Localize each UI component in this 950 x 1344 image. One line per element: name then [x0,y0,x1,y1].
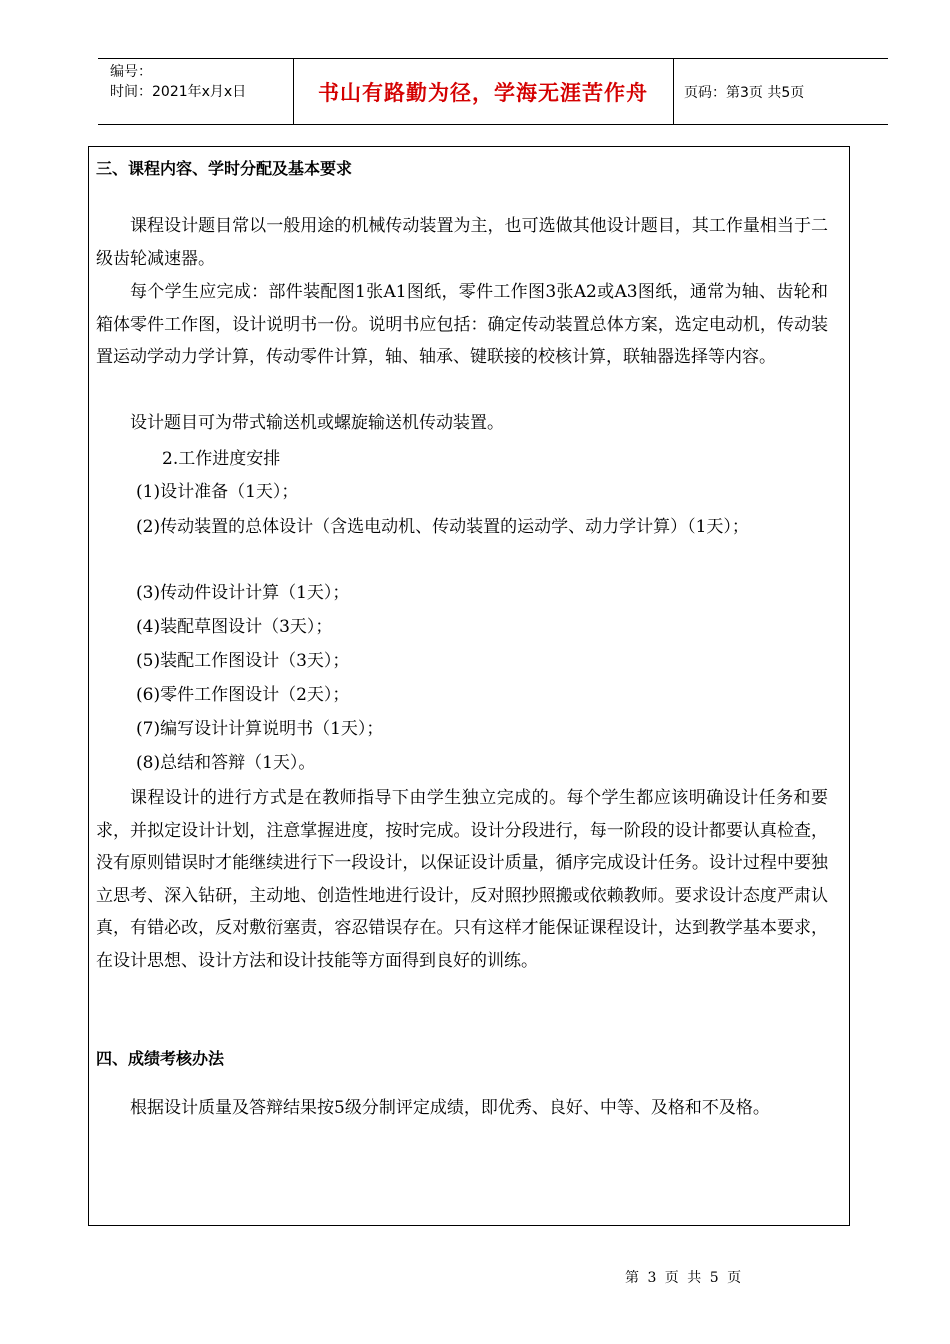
page-footer: 第 3 页 共 5 页 [625,1270,744,1286]
schedule-subhead: 2.工作进度安排 [162,449,281,469]
header-time-label: 时间：2021年x月x日 [110,84,247,100]
schedule-item-1: (1)设计准备（1天）； [136,482,299,502]
schedule-item-8: (8)总结和答辩（1天）。 [136,753,316,773]
page-header [98,58,888,126]
schedule-item-4: (4)装配草图设计（3天）； [136,617,333,637]
section4-title: 四、成绩考核办法 [96,1049,225,1068]
schedule-item-5: (5)装配工作图设计（3天）； [136,651,350,671]
schedule-item-6: (6)零件工作图设计（2天）； [136,685,350,705]
section4-para1: 根据设计质量及答辩结果按5级分制评定成绩，即优秀、良好、中等、及格和不及格。 [130,1098,770,1118]
schedule-item-2: (2)传动装置的总体设计（含选电动机、传动装置的运动学、动力学计算）（1天）； [136,517,749,537]
section3-para2: 每个学生应完成：部件装配图1张A1图纸，零件工作图3张A2或A3图纸，通常为轴、齿轮和箱体零件工作图，设计说明书一份。说明书应包括：确定传动装置总体方案，选定电动机，传动装置运动学动力学计算，传动零件计算，轴、轴承、键联接的校核计算，联轴器选择等内容。 [96,282,828,367]
section3-title: 三、课程内容、学时分配及基本要求 [96,159,353,178]
header-motto: 书山有路勤为径，学海无涯苦作舟 [318,80,648,105]
section3-para4: 课程设计的进行方式是在教师指导下由学生独立完成的。每个学生都应该明确设计任务和要求，并拟定设计计划，注意掌握进度，按时完成。设计分段进行，每一阶段的设计都要认真检查，没有原则错误时才能继续进行下一段设计，以保证设计质量，循序完成设计任务。设计过程中要独立思考、深入钻研，主动地、创造性地进行设计，反对照抄照搬或依赖教师。要求设计态度严肃认真，有错必改，反对敷衍塞责，容忍错误存在。只有这样才能保证课程设计，达到教学基本要求，在设计思想、设计方法和设计技能等方面得到良好的训练。 [96,788,828,971]
header-meta [110,62,246,102]
header-number-label: 编号： [110,64,152,80]
header-page-label: 页码：第3页 共5页 [684,85,805,101]
schedule-item-7: (7)编写设计计算说明书（1天）； [136,719,384,739]
section3-para1: 课程设计题目常以一般用途的机械传动装置为主，也可选做其他设计题目，其工作量相当于二级齿轮减速器。 [96,216,828,269]
schedule-item-3: (3)传动件设计计算（1天）； [136,583,350,603]
header-divider-right [673,58,674,125]
section3-para3: 设计题目可为带式输送机或螺旋输送机传动装置。 [130,413,504,433]
